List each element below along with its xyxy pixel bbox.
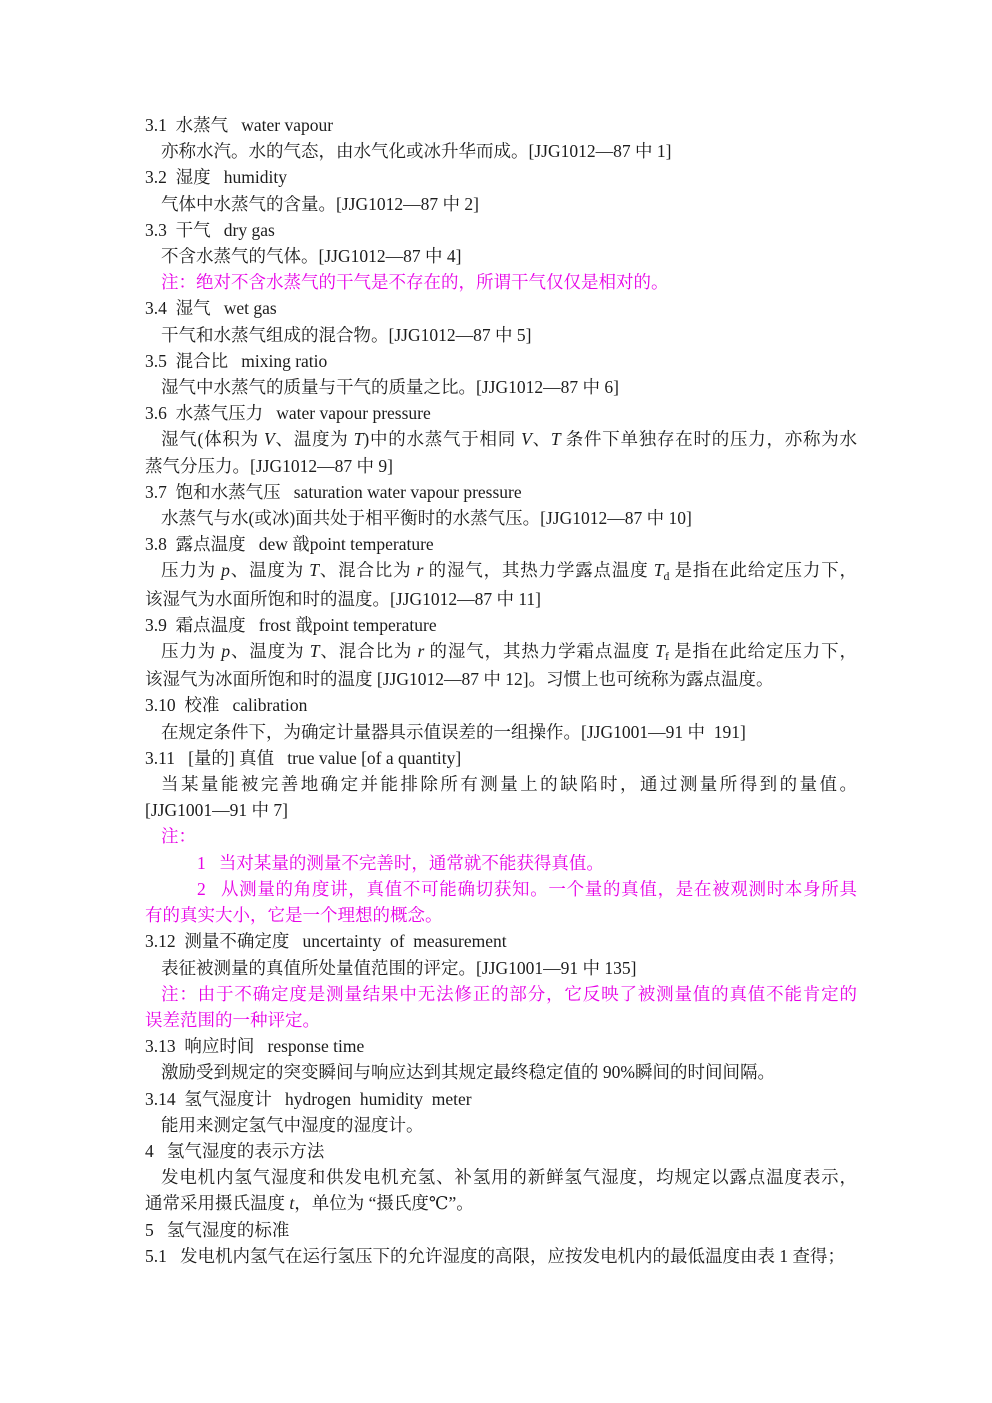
text-segment: 激励受到规定的突变瞬间与响应达到其规定最终稳定值的 90%瞬间的时间间隔。 (161, 1062, 775, 1083)
term-3-5-heading (145, 348, 857, 374)
text-segment: 不含水蒸气的气体。[JJG1012—87 中 4] (161, 246, 462, 267)
italic-variable: T (353, 429, 364, 450)
italic-variable: r (416, 560, 424, 581)
text-segment: 发电机内氢气湿度和供发电机充氢、补氢用的新鲜氢气湿度，均规定以露点温度表示， (161, 1167, 857, 1188)
term-3-10-heading (145, 692, 857, 718)
term-3-4-definition (145, 322, 857, 348)
term-3-8-definition-line-1 (145, 557, 857, 585)
term-3-11-note-item-2-line-2 (145, 902, 857, 928)
text-segment: [JJG1001—91 中 7] (145, 800, 288, 821)
term-3-11-heading (145, 745, 857, 771)
term-3-10-definition (145, 719, 857, 745)
section-4-body-line-1 (145, 1164, 857, 1190)
text-segment: 干气和水蒸气组成的混合物。[JJG1012—87 中 5] (161, 324, 532, 345)
text-segment: 、温度为 (230, 641, 310, 662)
term-3-5-definition (145, 374, 857, 400)
text-segment: 5 氢气湿度的标准 (145, 1219, 290, 1240)
text-segment: 水蒸气与水(或冰)面共处于相平衡时的水蒸气压。[JJG1012—87 中 10] (161, 508, 692, 529)
italic-variable: t (289, 1193, 295, 1214)
italic-variable: T (550, 429, 561, 450)
text-segment: 注：绝对不含水蒸气的干气是不存在的，所谓干气仅仅是相对的。 (161, 272, 669, 293)
text-segment: 蒸气分压力。[JJG1012—87 中 9] (145, 455, 393, 476)
text-segment: 压力为 (161, 560, 222, 581)
term-3-12-note-line-2 (145, 1007, 857, 1033)
text-segment: 3.7 饱和水蒸气压 saturation water vapour pressure (145, 481, 522, 502)
text-segment: 亦称水汽。水的气态，由水气化或冰升华而成。[JJG1012—87 中 1] (161, 141, 672, 162)
italic-variable: T (309, 560, 319, 581)
term-3-9-definition-line-1 (145, 638, 857, 666)
term-3-13-definition (145, 1059, 857, 1085)
text-segment: 湿气(体积为 (161, 429, 264, 450)
text-segment: 该湿气为水面所饱和时的温度。[JJG1012—87 中 11] (145, 588, 542, 609)
text-segment: 的湿气，其热力学露点温度 (423, 560, 654, 581)
text-segment: 气体中水蒸气的含量。[JJG1012—87 中 2] (161, 193, 479, 214)
term-3-9-definition-line-2 (145, 666, 857, 692)
term-3-7-heading (145, 479, 857, 505)
term-3-11-note-item-2-line-1 (145, 876, 857, 902)
text-segment: 4 氢气湿度的表示方法 (145, 1140, 325, 1161)
italic-variable: r (417, 641, 425, 662)
text-segment: 是指在此给定压力下， (668, 641, 858, 662)
text-segment: 3.13 响应时间 response time (145, 1036, 365, 1057)
text-segment: 3.4 湿气 wet gas (145, 298, 277, 319)
text-segment: 2 从测量的角度讲，真值不可能确切获知。一个量的真值，是在被观测时本身所具 (197, 878, 857, 899)
text-segment: 当某量能被完善地确定并能排除所有测量上的缺陷时，通过测量所得到的量值。 (161, 774, 857, 795)
text-segment: 条件下单独存在时的压力，亦称为水 (560, 429, 858, 450)
text-segment: 3.8 露点温度 dew 戠point temperature (145, 534, 434, 555)
text-segment: 3.10 校准 calibration (145, 695, 308, 716)
text-segment: 、混合比为 (318, 560, 417, 581)
text-segment: 在规定条件下，为确定计量器具示值误差的一组操作。[JJG1001—91 中 191] (161, 721, 746, 742)
term-3-3-note (145, 269, 857, 295)
term-3-14-heading (145, 1086, 857, 1112)
term-3-6-definition-line-1 (145, 426, 857, 452)
term-3-11-note-item-1 (145, 850, 857, 876)
text-segment: 3.11 [量的] 真值 true value [of a quantity] (145, 747, 462, 768)
italic-variable: T (309, 641, 320, 662)
text-segment: 通常采用摄氏温度 (145, 1193, 290, 1214)
text-segment: 3.12 测量不确定度 uncertainty of measurement (145, 931, 507, 952)
text-segment: 3.1 水蒸气 water vapour (145, 115, 334, 135)
section-5-heading (145, 1217, 857, 1243)
text-segment: 表征被测量的真值所处量值范围的评定。[JJG1001—91 中 135] (161, 957, 637, 978)
term-3-3-definition (145, 243, 857, 269)
text-segment: 3.3 干气 dry gas (145, 219, 275, 240)
text-segment: 能用来测定氢气中湿度的湿度计。 (161, 1114, 424, 1135)
term-3-8-heading (145, 531, 857, 557)
text-segment: 、混合比为 (319, 641, 418, 662)
term-3-6-heading (145, 400, 857, 426)
term-3-12-definition (145, 955, 857, 981)
italic-variable: p (221, 641, 231, 662)
term-3-12-heading (145, 928, 857, 954)
term-3-9-heading (145, 612, 857, 638)
subscript-text: d (663, 568, 670, 583)
term-3-14-definition (145, 1112, 857, 1138)
text-segment: ，单位为 “摄氏度℃”。 (294, 1193, 474, 1214)
text-segment: 3.6 水蒸气压力 water vapour pressure (145, 403, 431, 424)
section-5-1-body (145, 1243, 857, 1269)
text-segment: )中的水蒸气于相同 (363, 429, 522, 450)
document-page-body (145, 112, 857, 1269)
text-segment: 湿气中水蒸气的质量与干气的质量之比。[JJG1012—87 中 6] (161, 377, 619, 398)
term-3-6-definition-line-2 (145, 453, 857, 479)
subscript-text: f (664, 649, 669, 664)
term-3-11-definition-line-1 (145, 771, 857, 797)
term-3-4-heading (145, 295, 857, 321)
term-3-8-definition-line-2 (145, 586, 857, 612)
text-segment: 3.14 氢气湿度计 hydrogen humidity meter (145, 1088, 472, 1109)
text-segment: 是指在此给定压力下， (669, 560, 858, 581)
term-3-2-definition (145, 191, 857, 217)
text-segment: 1 当对某量的测量不完善时，通常就不能获得真值。 (197, 852, 604, 873)
term-3-11-definition-line-2 (145, 797, 857, 823)
term-3-1-definition (145, 138, 857, 164)
section-4-body-line-2 (145, 1190, 857, 1216)
term-3-2-heading (145, 164, 857, 190)
text-segment: 误差范围的一种评定。 (145, 1009, 320, 1030)
text-segment: 、 (531, 429, 551, 450)
text-segment: 注：由于不确定度是测量结果中无法修正的部分，它反映了被测量值的真值不能肯定的 (161, 983, 857, 1004)
text-segment: 有的真实大小，它是一个理想的概念。 (145, 905, 443, 926)
term-3-11-note-label (145, 823, 857, 849)
term-3-12-note-line-1 (145, 981, 857, 1007)
text-segment: 5.1 发电机内氢气在运行氢压下的允许湿度的高限，应按发电机内的最低温度由表 1 查得； (145, 1245, 845, 1266)
italic-variable: T (653, 560, 664, 581)
section-4-heading (145, 1138, 857, 1164)
text-segment: 的湿气，其热力学霜点温度 (424, 641, 656, 662)
text-segment: 、温度为 (229, 560, 310, 581)
term-3-13-heading (145, 1033, 857, 1059)
text-segment: 、温度为 (274, 429, 354, 450)
italic-variable: V (521, 429, 532, 450)
term-3-3-heading (145, 217, 857, 243)
text-segment: 3.9 霜点温度 frost 戠point temperature (145, 614, 437, 635)
text-segment: 3.2 湿度 humidity (145, 167, 287, 188)
term-3-1-heading (145, 112, 857, 138)
text-segment: 该湿气为冰面所饱和时的温度 [JJG1012—87 中 12]。习惯上也可统称为露点温度。 (145, 669, 774, 690)
text-segment: 注： (161, 826, 196, 847)
italic-variable: V (264, 429, 275, 450)
italic-variable: p (221, 560, 230, 581)
italic-variable: T (655, 641, 665, 662)
text-segment: 3.5 混合比 mixing ratio (145, 350, 328, 371)
text-segment: 压力为 (161, 641, 222, 662)
term-3-7-definition (145, 505, 857, 531)
